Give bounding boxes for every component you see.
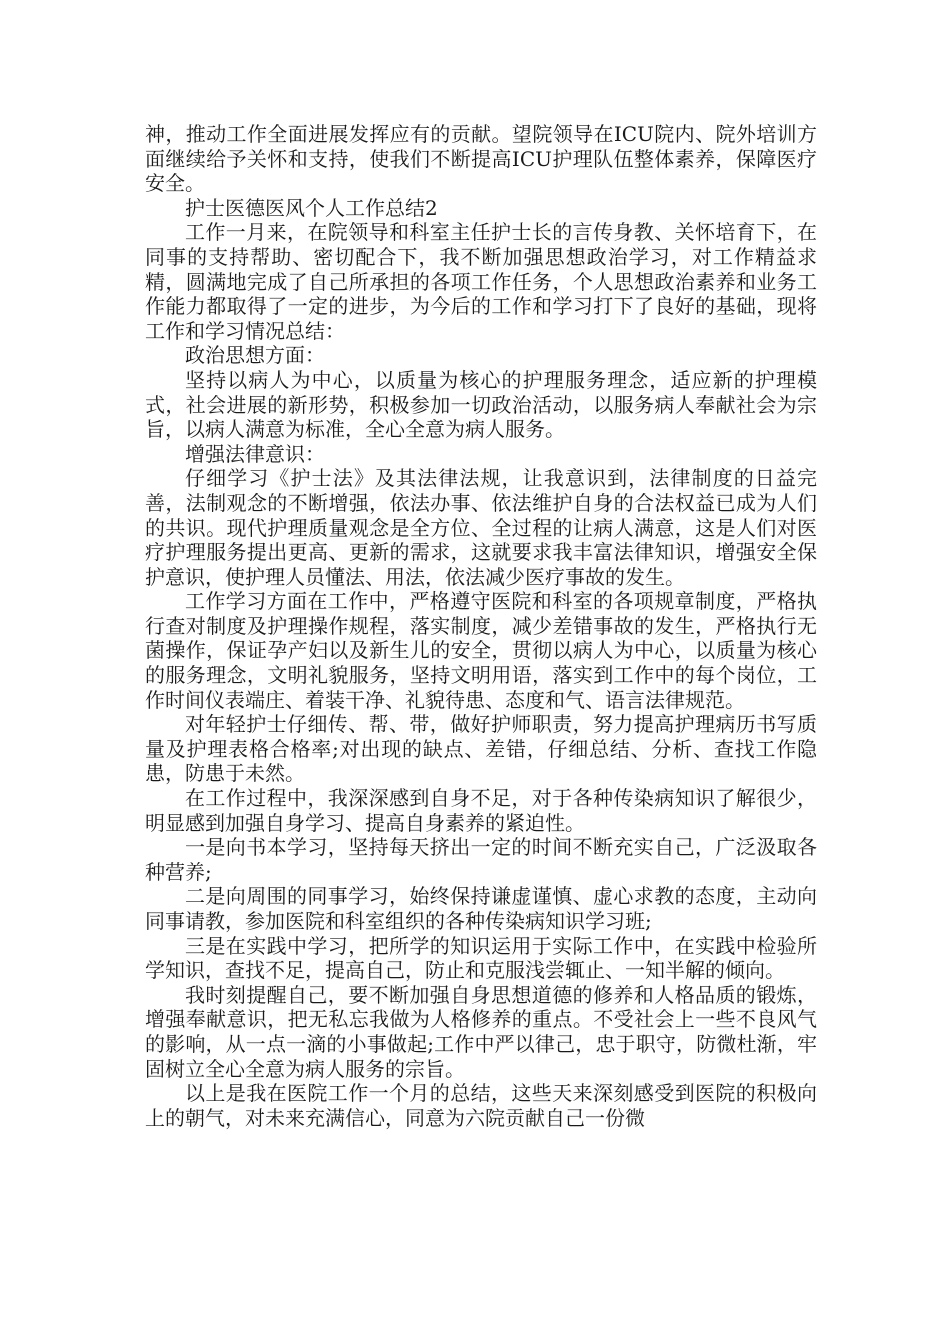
paragraph-work-study: 工作学习方面在工作中，严格遵守医院和科室的各项规章制度，严格执行查对制度及护理操作规程，落实制度，减少差错事故的发生，严格执行无菌操作，保证孕产妇以及新生儿的安全，贯彻以病人为中心，以质量为核心的服务理念，文明礼貌服务，坚持文明用语，落实到工作中的每个岗位，工作时间仪表端庄、着装干净、礼貌待患、态度和气、语言法律规范。 [145, 589, 817, 712]
paragraph-point-one: 一是向书本学习，坚持每天挤出一定的时间不断充实自己，广泛汲取各种营养; [145, 835, 817, 884]
section-heading: 护士医德医风个人工作总结2 [185, 195, 438, 220]
paragraph-self-discipline: 我时刻提醒自己，要不断加强自身思想道德的修养和人格品质的锻炼，增强奉献意识，把无私忘我做为人格修养的重点。不受社会上一些不良风气的影响，从一点一滴的小事做起;工作中严以律己，忠于职守，防微杜渐，牢固树立全心全意为病人服务的宗旨。 [145, 982, 817, 1081]
document-body [145, 122, 817, 1130]
paragraph-point-two: 二是向周围的同事学习，始终保持谦虚谨慎、虚心求教的态度，主动向同事请教，参加医院和科室组织的各种传染病知识学习班; [145, 884, 817, 933]
paragraph-political: 坚持以病人为中心，以质量为核心的护理服务理念，适应新的护理模式，社会进展的新形势，积极参加一切政治活动，以服务病人奉献社会为宗旨，以病人满意为标准，全心全意为病人服务。 [145, 367, 817, 442]
paragraph-point-three: 三是在实践中学习，把所学的知识运用于实际工作中，在实践中检验所学知识，查找不足，提高自己，防止和克服浅尝辄止、一知半解的倾向。 [145, 933, 817, 983]
paragraph-self-awareness: 在工作过程中，我深深感到自身不足，对于各种传染病知识了解很少，明显感到加强自身学习、提高自身素养的紧迫性。 [145, 786, 817, 835]
paragraph-mentoring: 对年轻护士仔细传、帮、带，做好护师职责，努力提高护理病历书写质量及护理表格合格率;对出现的缺点、差错，仔细总结、分析、查找工作隐患，防患于未然。 [145, 712, 817, 786]
subheading-legal: 增强法律意识： [185, 441, 325, 466]
paragraph-intro: 工作一月来，在院领导和科室主任护士长的言传身教、关怀培育下，在同事的支持帮助、密切配合下，我不断加强思想政治学习，对工作精益求精，圆满地完成了自己所承担的各项工作任务，个人思想政治素养和业务工作能力都取得了一定的进步，为今后的工作和学习打下了良好的基础，现将工作和学习情况总结： [145, 220, 817, 343]
subheading-political: 政治思想方面： [185, 343, 325, 368]
paragraph-legal: 仔细学习《护士法》及其法律法规，让我意识到，法律制度的日益完善，法制观念的不断增强，依法办事、依法维护自身的合法权益已成为人们的共识。现代护理质量观念是全方位、全过程的让病人满意，这是人们对医疗护理服务提出更高、更新的需求，这就要求我丰富法律知识，增强安全保护意识，使护理人员懂法、用法，依法减少医疗事故的发生。 [145, 466, 817, 589]
paragraph-continuation: 神，推动工作全面进展发挥应有的贡献。望院领导在ICU院内、院外培训方面继续给予关怀和支持，使我们不断提高ICU护理队伍整体素养，保障医疗安全。 [145, 122, 817, 196]
paragraph-conclusion: 以上是我在医院工作一个月的总结，这些天来深刻感受到医院的积极向上的朝气，对未来充满信心，同意为六院贡献自己一份微 [145, 1081, 817, 1130]
